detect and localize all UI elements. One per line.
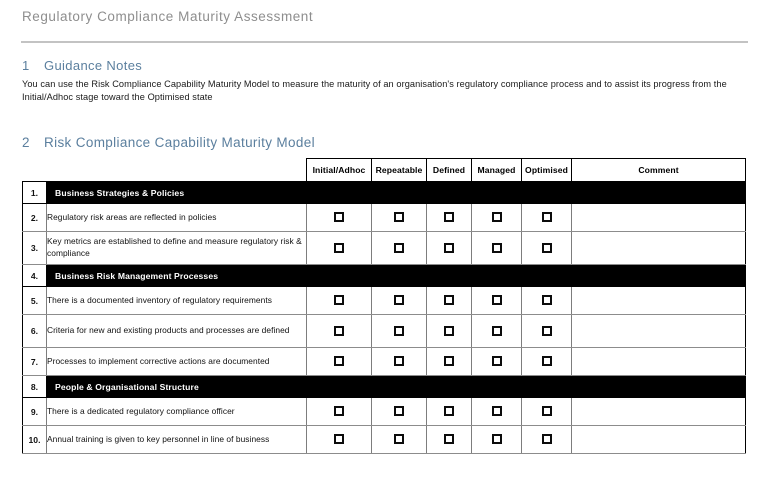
comment-cell[interactable] bbox=[572, 204, 746, 232]
row-number: 3. bbox=[23, 232, 47, 265]
row-description: Key metrics are established to define and measure regulatory risk & compliance bbox=[47, 232, 307, 265]
checkbox-cell-repeatable[interactable] bbox=[372, 287, 427, 315]
section-heading-model bbox=[22, 135, 315, 150]
empty-checkbox-icon[interactable] bbox=[542, 406, 552, 416]
row-number: 1. bbox=[23, 182, 47, 204]
header-description-blank bbox=[47, 159, 307, 182]
empty-checkbox-icon[interactable] bbox=[492, 434, 502, 444]
table-row bbox=[23, 232, 746, 265]
empty-checkbox-icon[interactable] bbox=[542, 434, 552, 444]
column-header-comment: Comment bbox=[572, 159, 746, 182]
checkbox-cell-repeatable[interactable] bbox=[372, 232, 427, 265]
row-number: 8. bbox=[23, 376, 47, 398]
empty-checkbox-icon[interactable] bbox=[394, 212, 404, 222]
empty-checkbox-icon[interactable] bbox=[444, 406, 454, 416]
row-number: 5. bbox=[23, 287, 47, 315]
checkbox-cell-initial[interactable] bbox=[307, 398, 372, 426]
empty-checkbox-icon[interactable] bbox=[542, 243, 552, 253]
checkbox-cell-defined[interactable] bbox=[427, 232, 472, 265]
checkbox-cell-optimised[interactable] bbox=[522, 315, 572, 348]
section-banner-comment bbox=[572, 265, 746, 287]
checkbox-cell-repeatable[interactable] bbox=[372, 315, 427, 348]
empty-checkbox-icon[interactable] bbox=[334, 434, 344, 444]
row-number: 4. bbox=[23, 265, 47, 287]
checkbox-cell-managed[interactable] bbox=[472, 398, 522, 426]
checkbox-cell-initial[interactable] bbox=[307, 426, 372, 454]
empty-checkbox-icon[interactable] bbox=[492, 326, 502, 336]
checkbox-cell-initial[interactable] bbox=[307, 204, 372, 232]
checkbox-cell-managed[interactable] bbox=[472, 348, 522, 376]
section-title-1: Guidance Notes bbox=[44, 58, 143, 73]
checkbox-cell-managed[interactable] bbox=[472, 315, 522, 348]
checkbox-cell-managed[interactable] bbox=[472, 426, 522, 454]
column-header-initial: Initial/Adhoc bbox=[307, 159, 372, 182]
empty-checkbox-icon[interactable] bbox=[394, 243, 404, 253]
column-header-repeatable: Repeatable bbox=[372, 159, 427, 182]
row-description: Criteria for new and existing products and processes are defined bbox=[47, 315, 307, 348]
comment-cell[interactable] bbox=[572, 348, 746, 376]
column-header-optimised: Optimised bbox=[522, 159, 572, 182]
row-description: There is a dedicated regulatory compliance officer bbox=[47, 398, 307, 426]
checkbox-cell-optimised[interactable] bbox=[522, 348, 572, 376]
checkbox-cell-defined[interactable] bbox=[427, 348, 472, 376]
empty-checkbox-icon[interactable] bbox=[334, 212, 344, 222]
checkbox-cell-initial[interactable] bbox=[307, 348, 372, 376]
section-banner-label: People & Organisational Structure bbox=[47, 376, 572, 398]
column-header-managed: Managed bbox=[472, 159, 522, 182]
section-banner-label: Business Risk Management Processes bbox=[47, 265, 572, 287]
empty-checkbox-icon[interactable] bbox=[492, 243, 502, 253]
comment-cell[interactable] bbox=[572, 315, 746, 348]
checkbox-cell-initial[interactable] bbox=[307, 287, 372, 315]
empty-checkbox-icon[interactable] bbox=[542, 212, 552, 222]
empty-checkbox-icon[interactable] bbox=[334, 243, 344, 253]
table-row bbox=[23, 287, 746, 315]
empty-checkbox-icon[interactable] bbox=[444, 243, 454, 253]
empty-checkbox-icon[interactable] bbox=[334, 356, 344, 366]
document-title: Regulatory Compliance Maturity Assessment bbox=[22, 9, 314, 24]
empty-checkbox-icon[interactable] bbox=[444, 212, 454, 222]
empty-checkbox-icon[interactable] bbox=[444, 295, 454, 305]
table-row bbox=[23, 315, 746, 348]
empty-checkbox-icon[interactable] bbox=[334, 295, 344, 305]
section-banner-comment bbox=[572, 376, 746, 398]
checkbox-cell-managed[interactable] bbox=[472, 232, 522, 265]
table-body bbox=[23, 182, 746, 454]
empty-checkbox-icon[interactable] bbox=[492, 406, 502, 416]
section-number-2: 2 bbox=[22, 135, 30, 150]
checkbox-cell-repeatable[interactable] bbox=[372, 426, 427, 454]
checkbox-cell-repeatable[interactable] bbox=[372, 398, 427, 426]
comment-cell[interactable] bbox=[572, 426, 746, 454]
table-header-row bbox=[23, 159, 746, 182]
section-number-1: 1 bbox=[22, 58, 30, 73]
table-row bbox=[23, 398, 746, 426]
table-row bbox=[23, 376, 746, 398]
empty-checkbox-icon[interactable] bbox=[334, 326, 344, 336]
table-header bbox=[23, 159, 746, 182]
checkbox-cell-defined[interactable] bbox=[427, 315, 472, 348]
empty-checkbox-icon[interactable] bbox=[444, 326, 454, 336]
row-number: 7. bbox=[23, 348, 47, 376]
comment-cell[interactable] bbox=[572, 287, 746, 315]
empty-checkbox-icon[interactable] bbox=[394, 295, 404, 305]
table-row bbox=[23, 204, 746, 232]
checkbox-cell-repeatable[interactable] bbox=[372, 204, 427, 232]
empty-checkbox-icon[interactable] bbox=[394, 356, 404, 366]
empty-checkbox-icon[interactable] bbox=[492, 356, 502, 366]
section-banner-label: Business Strategies & Policies bbox=[47, 182, 572, 204]
section-banner-comment bbox=[572, 182, 746, 204]
checkbox-cell-optimised[interactable] bbox=[522, 398, 572, 426]
checkbox-cell-managed[interactable] bbox=[472, 287, 522, 315]
checkbox-cell-optimised[interactable] bbox=[522, 232, 572, 265]
empty-checkbox-icon[interactable] bbox=[542, 295, 552, 305]
table-row bbox=[23, 265, 746, 287]
row-description: Annual training is given to key personnel in line of business bbox=[47, 426, 307, 454]
checkbox-cell-initial[interactable] bbox=[307, 315, 372, 348]
empty-checkbox-icon[interactable] bbox=[444, 356, 454, 366]
table-row bbox=[23, 348, 746, 376]
checkbox-cell-defined[interactable] bbox=[427, 204, 472, 232]
empty-checkbox-icon[interactable] bbox=[492, 212, 502, 222]
row-number: 9. bbox=[23, 398, 47, 426]
row-number: 10. bbox=[23, 426, 47, 454]
empty-checkbox-icon[interactable] bbox=[492, 295, 502, 305]
empty-checkbox-icon[interactable] bbox=[394, 326, 404, 336]
checkbox-cell-optimised[interactable] bbox=[522, 426, 572, 454]
empty-checkbox-icon[interactable] bbox=[394, 434, 404, 444]
empty-checkbox-icon[interactable] bbox=[334, 406, 344, 416]
column-header-defined: Defined bbox=[427, 159, 472, 182]
row-number: 2. bbox=[23, 204, 47, 232]
checkbox-cell-defined[interactable] bbox=[427, 426, 472, 454]
maturity-matrix-table bbox=[22, 158, 746, 454]
row-number: 6. bbox=[23, 315, 47, 348]
checkbox-cell-defined[interactable] bbox=[427, 287, 472, 315]
empty-checkbox-icon[interactable] bbox=[394, 406, 404, 416]
empty-checkbox-icon[interactable] bbox=[542, 356, 552, 366]
checkbox-cell-repeatable[interactable] bbox=[372, 348, 427, 376]
checkbox-cell-optimised[interactable] bbox=[522, 204, 572, 232]
checkbox-cell-managed[interactable] bbox=[472, 204, 522, 232]
guidance-paragraph: You can use the Risk Compliance Capability Maturity Model to measure the maturity of an organisation's regulatory compliance process and to assist its progress from the Initial/Adhoc stage toward the Optimised state bbox=[22, 79, 727, 103]
checkbox-cell-optimised[interactable] bbox=[522, 287, 572, 315]
comment-cell[interactable] bbox=[572, 398, 746, 426]
checkbox-cell-initial[interactable] bbox=[307, 232, 372, 265]
checkbox-cell-defined[interactable] bbox=[427, 398, 472, 426]
header-number-blank bbox=[23, 159, 47, 182]
row-description: Processes to implement corrective actions are documented bbox=[47, 348, 307, 376]
section-heading-guidance bbox=[22, 58, 142, 73]
comment-cell[interactable] bbox=[572, 232, 746, 265]
title-divider bbox=[21, 41, 748, 43]
row-description: Regulatory risk areas are reflected in policies bbox=[47, 204, 307, 232]
section-title-2: Risk Compliance Capability Maturity Model bbox=[44, 135, 315, 150]
empty-checkbox-icon[interactable] bbox=[444, 434, 454, 444]
table-row bbox=[23, 182, 746, 204]
table-row bbox=[23, 426, 746, 454]
empty-checkbox-icon[interactable] bbox=[542, 326, 552, 336]
row-description: There is a documented inventory of regulatory requirements bbox=[47, 287, 307, 315]
